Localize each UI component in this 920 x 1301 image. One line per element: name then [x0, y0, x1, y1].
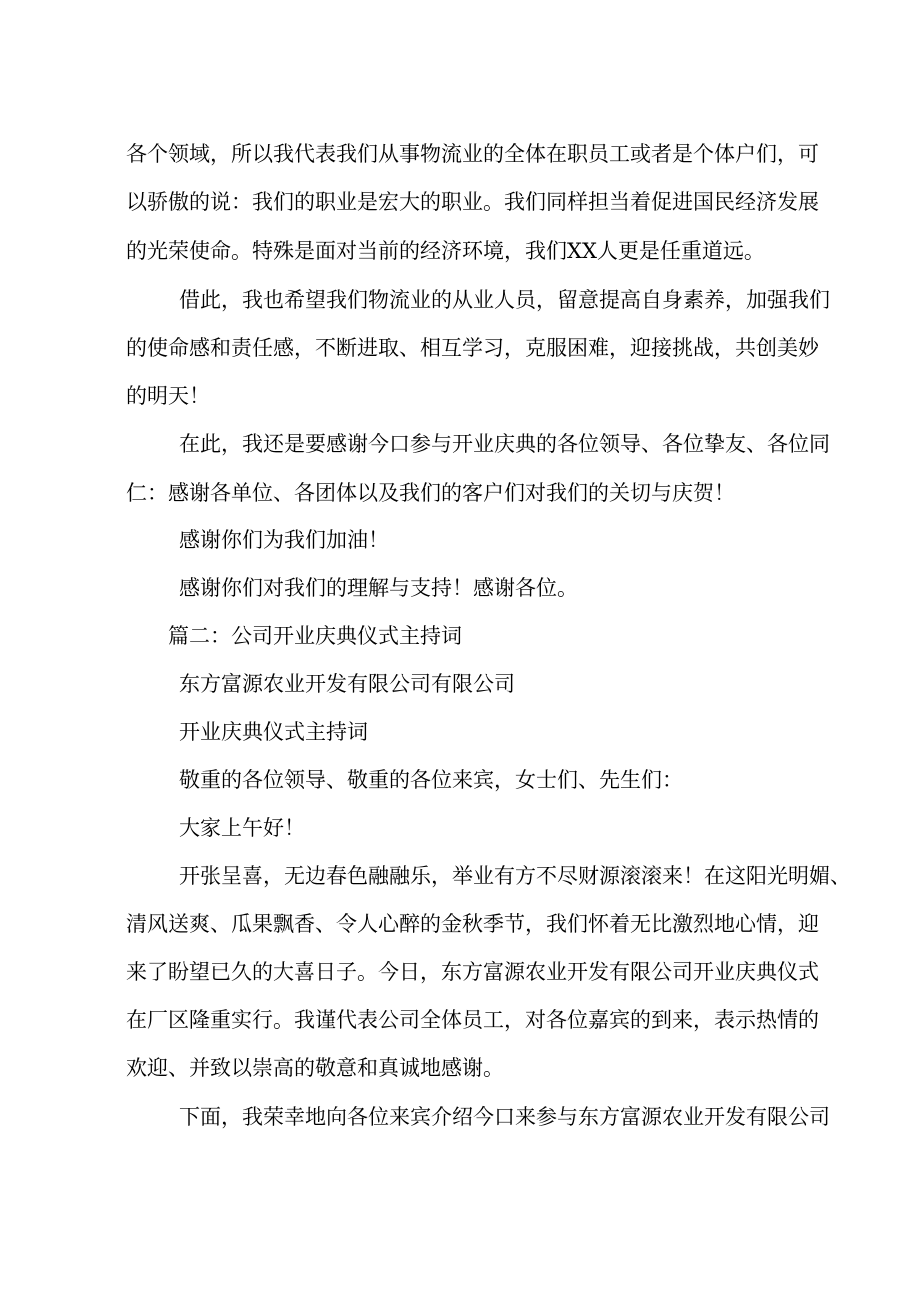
- paragraph-line: 感谢你们为我们加油！: [179, 528, 389, 552]
- paragraph-line: 借此，我也希望我们物流业的从业人员，留意提高自身素养，加强我们: [179, 288, 830, 312]
- paragraph-line: 的光荣使命。特殊是面对当前的经济环境，我们XX人更是任重道远。: [126, 239, 765, 263]
- paragraph-line: 清风送爽、瓜果飘香、令人心醉的金秋季节，我们怀着无比激烈地心情，迎: [126, 912, 819, 936]
- paragraph-line: 欢迎、并致以崇高的敬意和真诚地感谢。: [126, 1056, 504, 1080]
- section-heading: 篇二：公司开业庆典仪式主持词: [168, 624, 462, 648]
- paragraph-line: 开张呈喜，无边春色融融乐，举业有方不尽财源滚滚来！在这阳光明媚、: [179, 864, 851, 888]
- paragraph-line: 在此，我还是要感谢今口参与开业庆典的各位领导、各位挚友、各位同: [179, 432, 830, 456]
- paragraph-line: 敬重的各位领导、敬重的各位来宾，女士们、先生们：: [179, 768, 683, 792]
- paragraph-line: 在厂区隆重实行。我谨代表公司全体员工，对各位嘉宾的到来，表示热情的: [126, 1008, 819, 1032]
- paragraph-line: 各个领域，所以我代表我们从事物流业的全体在职员工或者是个体户们，可: [126, 142, 819, 166]
- paragraph-line: 大家上午好！: [179, 816, 305, 840]
- paragraph-line: 来了盼望已久的大喜日子。今日，东方富源农业开发有限公司开业庆典仪式: [126, 960, 819, 984]
- paragraph-line: 的使命感和责任感，不断进取、相互学习，克服困难，迎接挑战，共创美妙: [126, 336, 819, 360]
- company-name: 东方富源农业开发有限公司有限公司: [179, 672, 515, 696]
- paragraph-line: 的明天！: [126, 384, 210, 408]
- paragraph-line: 感谢你们对我们的理解与支持！感谢各位。: [179, 576, 578, 600]
- paragraph-line: 下面，我荣幸地向各位来宾介绍今口来参与东方富源农业开发有限公司: [179, 1105, 830, 1129]
- paragraph-line: 仁：感谢各单位、各团体以及我们的客户们对我们的关切与庆贺！: [126, 481, 735, 505]
- paragraph-line: 以骄傲的说：我们的职业是宏大的职业。我们同样担当着促进国民经济发展: [126, 190, 819, 214]
- document-subtitle: 开业庆典仪式主持词: [179, 720, 368, 744]
